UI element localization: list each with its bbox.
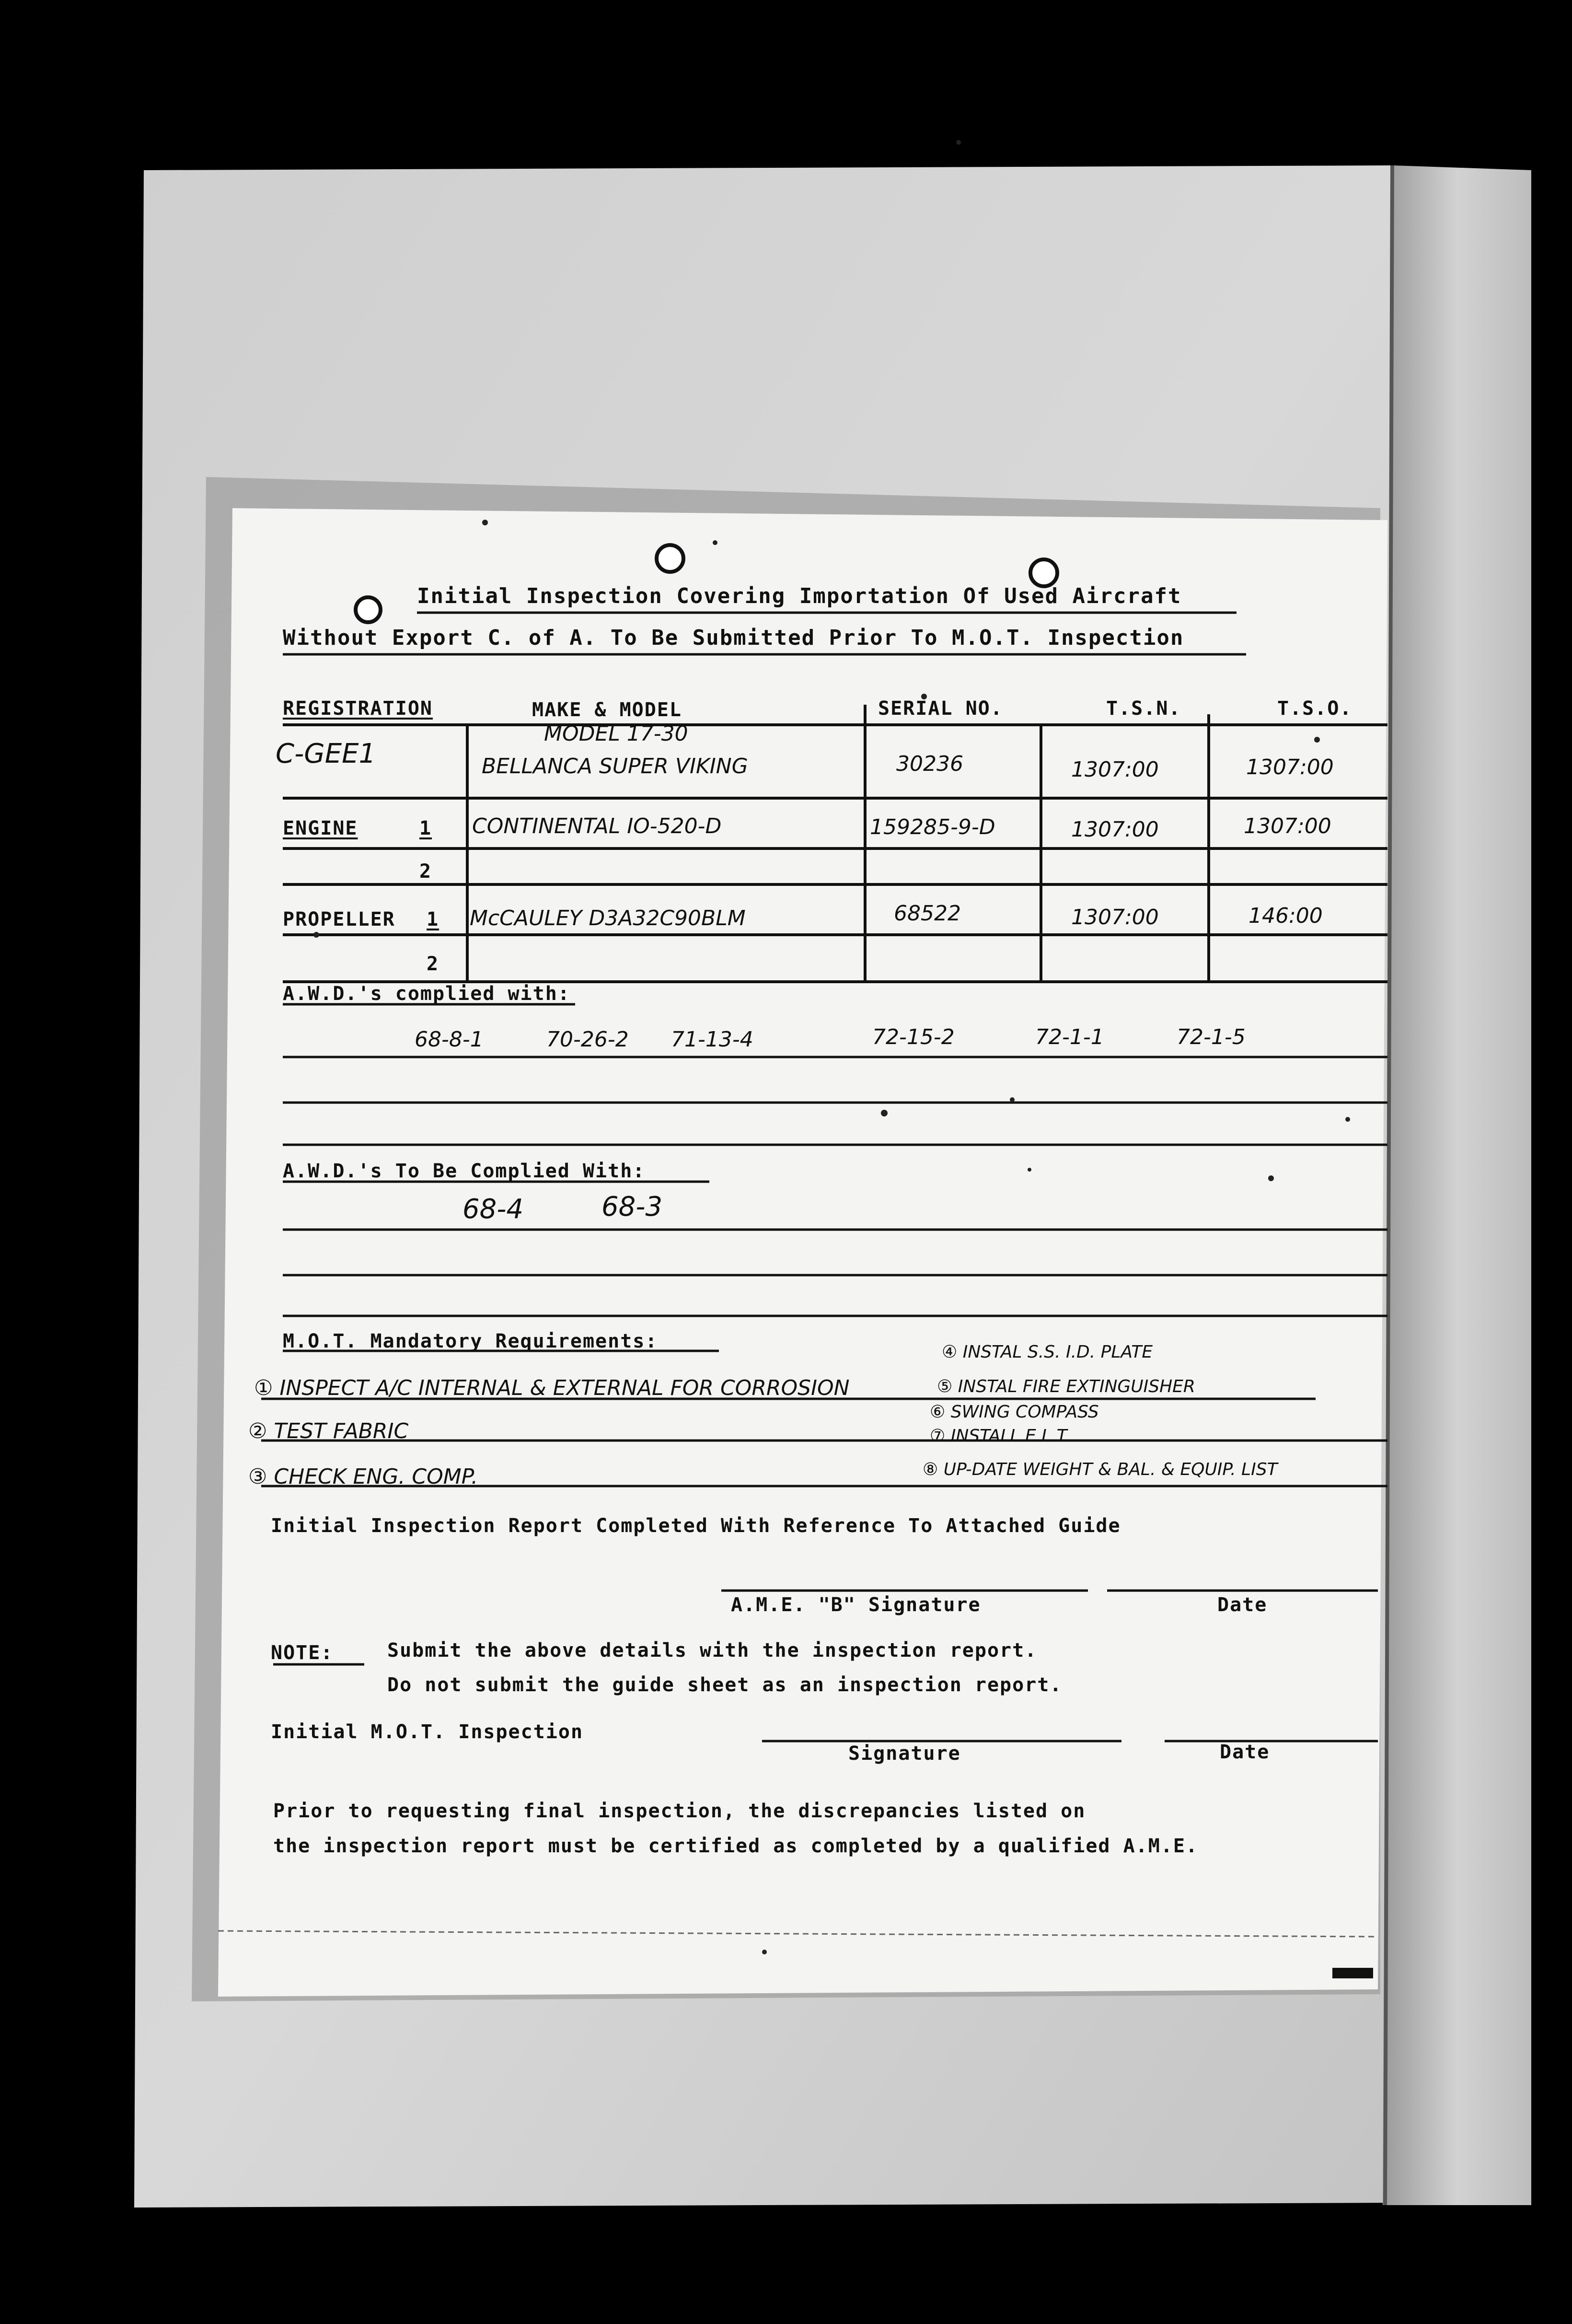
- engine-row-2: 2: [419, 860, 432, 883]
- signature-label: Signature: [848, 1743, 961, 1765]
- binder-edge: [1383, 165, 1531, 2205]
- awd-complied-item: 72-1-5: [1177, 1025, 1246, 1049]
- report-completed-line: Initial Inspection Report Completed With Reference To Attached Guide: [271, 1515, 1121, 1537]
- form-title-line2: Without Export C. of A. To Be Submitted Prior To M.O.T. Inspection: [283, 626, 1184, 650]
- date-label: Date: [1217, 1594, 1268, 1616]
- engine-serial: 159285-9-D: [870, 815, 995, 839]
- mot-requirement-item: ② TEST FABRIC: [248, 1419, 409, 1443]
- aircraft-model-note: MODEL 17-30: [544, 721, 688, 746]
- awd-complied-item: 72-15-2: [872, 1025, 955, 1049]
- engine-label: ENGINE: [283, 817, 358, 839]
- punch-hole: [1030, 559, 1057, 586]
- note-line-2: Do not submit the guide sheet as an inspection report.: [387, 1674, 1063, 1696]
- header-tso: T.S.O.: [1277, 697, 1352, 720]
- awd-to-comply-item: 68-3: [601, 1191, 663, 1222]
- note-label: NOTE:: [271, 1642, 334, 1664]
- propeller-row-1: 1: [427, 908, 439, 930]
- mot-requirement-item: ⑧ UP-DATE WEIGHT & BAL. & EQUIP. LIST: [923, 1460, 1278, 1479]
- form-title-line1: Initial Inspection Covering Importation Of Used Aircraft: [417, 584, 1182, 608]
- date-label: Date: [1220, 1741, 1270, 1763]
- mot-requirement-item: ① INSPECT A/C INTERNAL & EXTERNAL FOR CORROSION: [254, 1376, 850, 1400]
- aircraft-make-model: BELLANCA SUPER VIKING: [482, 754, 748, 779]
- engine-make-model: CONTINENTAL IO-520-D: [472, 814, 722, 838]
- awd-complied-item: 72-1-1: [1035, 1025, 1104, 1049]
- awd-complied-item: 70-26-2: [546, 1027, 629, 1052]
- mot-inspection-label: Initial M.O.T. Inspection: [271, 1721, 584, 1743]
- awd-to-comply-item: 68-4: [462, 1194, 524, 1225]
- propeller-tsn: 1307:00: [1071, 905, 1159, 930]
- mot-requirement-item: ④ INSTAL S.S. I.D. PLATE: [942, 1342, 1153, 1362]
- aircraft-tsn: 1307:00: [1071, 757, 1159, 782]
- mot-requirement-item: ⑤ INSTAL FIRE EXTINGUISHER: [937, 1377, 1195, 1396]
- propeller-serial: 68522: [894, 901, 961, 926]
- header-serial: SERIAL NO.: [878, 697, 1003, 720]
- awd-to-comply-label: A.W.D.'s To Be Complied With:: [283, 1160, 646, 1182]
- engine-tsn: 1307:00: [1071, 817, 1159, 842]
- form-sheet: [218, 508, 1387, 1997]
- note-line-1: Submit the above details with the inspection report.: [387, 1639, 1038, 1662]
- header-tsn: T.S.N.: [1106, 697, 1181, 720]
- aircraft-registration: C-GEE1: [276, 738, 376, 769]
- awd-complied-label: A.W.D.'s complied with:: [283, 983, 570, 1005]
- aircraft-tso: 1307:00: [1246, 755, 1334, 779]
- aircraft-serial: 30236: [896, 752, 963, 776]
- propeller-label: PROPELLER: [283, 908, 395, 930]
- final-inspection-line-2: the inspection report must be certified as completed by a qualified A.M.E.: [273, 1835, 1199, 1857]
- propeller-make-model: McCAULEY D3A32C90BLM: [470, 906, 746, 930]
- mot-requirement-item: ③ CHECK ENG. COMP.: [248, 1464, 478, 1489]
- propeller-tso: 146:00: [1248, 904, 1323, 928]
- mot-requirement-item: ⑦ INSTALL E.L.T.: [930, 1426, 1071, 1446]
- propeller-row-2: 2: [427, 953, 439, 975]
- ame-signature-label: A.M.E. "B" Signature: [731, 1594, 981, 1616]
- mot-requirement-item: ⑥ SWING COMPASS: [930, 1402, 1099, 1422]
- header-registration: REGISTRATION: [283, 697, 433, 720]
- final-inspection-line-1: Prior to requesting final inspection, the discrepancies listed on: [273, 1800, 1086, 1822]
- mot-requirements-label: M.O.T. Mandatory Requirements:: [283, 1330, 658, 1352]
- engine-row-1: 1: [419, 817, 432, 839]
- engine-tso: 1307:00: [1244, 814, 1331, 838]
- header-make-model: MAKE & MODEL: [532, 699, 682, 721]
- punch-hole: [356, 597, 381, 622]
- awd-complied-item: 71-13-4: [671, 1027, 753, 1052]
- awd-complied-item: 68-8-1: [415, 1027, 484, 1052]
- punch-hole: [657, 545, 683, 572]
